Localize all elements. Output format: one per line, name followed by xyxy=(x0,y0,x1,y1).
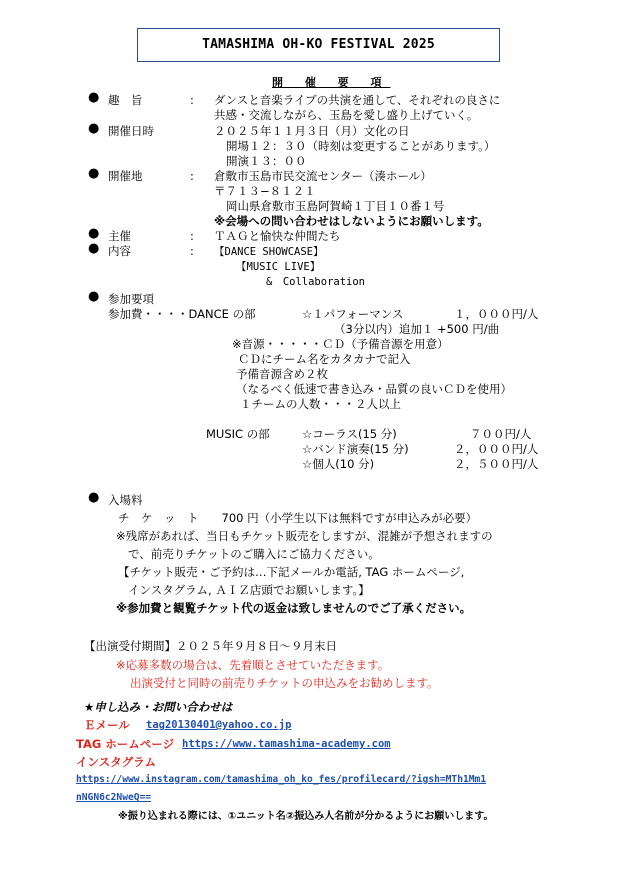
content-label: 内容 xyxy=(108,244,131,258)
colon: : xyxy=(190,244,194,258)
bullet-icon: ● xyxy=(88,90,100,105)
title-box xyxy=(137,28,500,62)
cd-note-1: ＣＤにチーム名をカタカナで記入 xyxy=(238,352,411,366)
application-period: 【出演受付期間】２０２５年９月８日〜９月末日 xyxy=(84,639,337,653)
venue-label: 開催地 xyxy=(108,169,143,183)
contact-heading: ★申し込み・お問い合わせは xyxy=(84,700,233,714)
start-time: 開演１３：００ xyxy=(226,154,307,168)
admission-label: 入場料 xyxy=(108,493,143,507)
content-dance: 【DANCE SHOWCASE】 xyxy=(214,246,324,258)
admission-note-2: で、前売りチケットのご購入にご協力ください。 xyxy=(128,547,380,561)
refund-note: ※参加費と観覧チケット代の返金は致しませんのでご了承ください。 xyxy=(116,601,472,615)
ticket-line: チ ケ ッ ト 700 円（小学生以下は無料ですが申込みが必要） xyxy=(118,511,478,525)
dance-extra: （3分以内）追加１ +500 円/曲 xyxy=(334,322,500,336)
date-label: 開催日時 xyxy=(108,124,154,138)
application-red-note-1: ※応募多数の場合は、先着順とさせていただきます。 xyxy=(116,658,390,672)
bullet-icon: ● xyxy=(88,241,100,256)
venue-note: ※会場への問い合わせはしないようにお願いします。 xyxy=(214,214,489,228)
participation-label: 参加要項 xyxy=(108,292,154,306)
email-link[interactable]: tag20130401@yahoo.co.jp xyxy=(146,719,292,731)
music-item-price: ２，５００円/人 xyxy=(454,457,539,471)
bullet-icon: ● xyxy=(88,226,100,241)
organizer-value: ＴＡＧと愉快な仲間たち xyxy=(214,229,341,243)
music-item-price: ２，０００円/人 xyxy=(454,442,539,456)
colon: : xyxy=(190,229,194,243)
document-title: TAMASHIMA OH-KO FESTIVAL 2025 xyxy=(202,37,435,52)
insta-label: インスタグラム xyxy=(76,755,157,769)
hp-link[interactable]: https://www.tamashima-academy.com xyxy=(182,738,391,750)
venue-zip: 〒７１３−８１２１ xyxy=(214,184,316,198)
footer-note: ※振り込まれる際には、①ユニット名②振込み人名前が分かるようにお願いします。 xyxy=(118,811,494,822)
content-collab: & Collaboration xyxy=(266,276,366,288)
music-label: MUSIC の部 xyxy=(206,427,270,441)
purpose-label: 趣 旨 xyxy=(108,93,143,107)
dance-item: ☆１パフォーマンス xyxy=(302,307,404,321)
section-heading: 開 催 要 項 xyxy=(272,76,391,89)
application-red-note-2: 出演受付と同時の前売りチケットの申込みをお勧めします。 xyxy=(130,676,439,690)
open-time: 開場１２：３０（時刻は変更することがあります。） xyxy=(226,139,496,153)
hp-label: TAG ホームページ xyxy=(76,737,175,751)
colon: : xyxy=(190,93,194,107)
bullet-icon: ● xyxy=(88,289,100,304)
fee-prefix: 参加費・・・・DANCE の部 xyxy=(108,307,256,321)
team-note: １チームの人数・・・２人以上 xyxy=(240,397,401,411)
email-label: Ｅメール xyxy=(84,718,130,732)
audio-note: ※音源・・・・・ＣＤ（予備音源を用意） xyxy=(232,337,449,351)
cd-note-2: 予備音源含め２枚 xyxy=(236,367,328,381)
purpose-line-2: 共感・交流しながら、玉島を愛し盛り上げていく。 xyxy=(214,108,479,122)
insta-link-continued[interactable]: nNGN6c2NweQ== xyxy=(76,792,152,803)
venue-name: 倉敷市玉島市民交流センター（湊ホール） xyxy=(214,169,432,183)
date-value: ２０２５年１１月３日（月）文化の日 xyxy=(214,124,410,138)
bullet-icon: ● xyxy=(88,490,100,505)
bullet-icon: ● xyxy=(88,166,100,181)
venue-address: 岡山県倉敷市玉島阿賀崎１丁目１０番１号 xyxy=(226,199,445,213)
bullet-icon: ● xyxy=(88,121,100,136)
cd-note-3: （なるべく低速で書き込み・品質の良いＣＤを使用） xyxy=(236,382,512,396)
content-music: 【MUSIC LIVE】 xyxy=(236,261,321,273)
organizer-label: 主催 xyxy=(108,229,131,243)
admission-note-3: 【チケット販売・ご予約は…下記メールか電話, TAG ホームページ, xyxy=(118,565,465,579)
music-item-name: ☆バンド演奏(15 分) xyxy=(302,442,409,456)
music-item-price: ７００円/人 xyxy=(470,427,532,441)
admission-note-4: インスタグラム, ＡＩＺ店頭でお願いします。】 xyxy=(128,583,370,597)
colon: : xyxy=(190,169,194,183)
music-item-name: ☆コーラス(15 分) xyxy=(302,427,397,441)
dance-price: １，０００円/人 xyxy=(454,307,539,321)
insta-link[interactable]: https://www.instagram.com/tamashima_oh_ko_fes/profilecard/?igsh=MTh1Mm1 xyxy=(76,774,487,785)
admission-note-1: ※残席があれば、当日もチケット販売をしますが、混雑が予想されますの xyxy=(116,529,493,543)
music-item-name: ☆個人(10 分) xyxy=(302,457,375,471)
purpose-line-1: ダンスと音楽ライブの共演を通して、それぞれの良さに xyxy=(214,93,501,107)
